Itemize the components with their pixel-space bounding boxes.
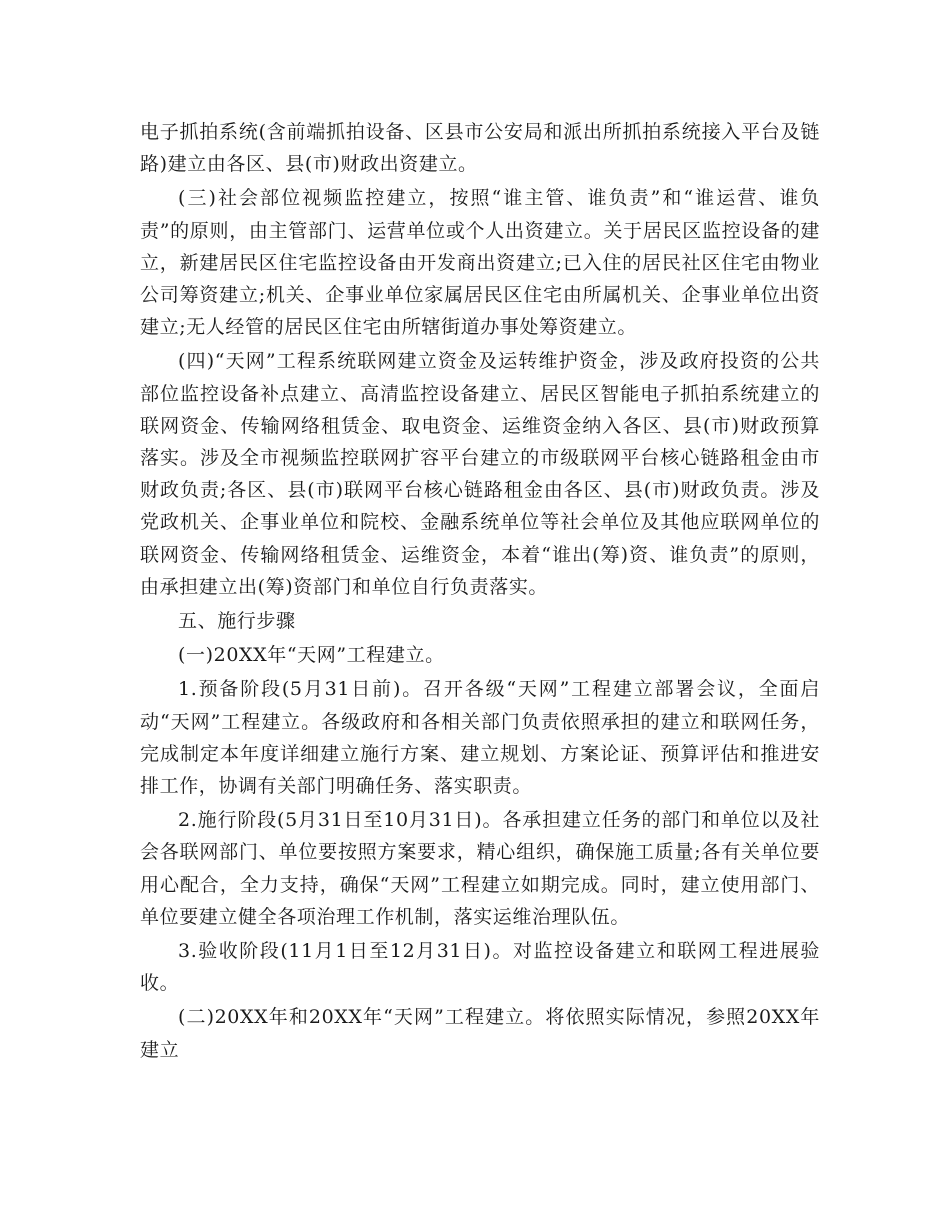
paragraph-continuation: 电子抓拍系统(含前端抓拍设备、区县市公安局和派出所抓拍系统接入平台及链路)建立由各区、县(市)财政出资建立。: [140, 121, 820, 176]
paragraph-following-years: (二)20XX年和20XX年“天网”工程建立。将依照实际情况，参照20XX年建立: [140, 1006, 820, 1061]
paragraph-network-funding: (四)“天网”工程系统联网建立资金及运转维护资金，涉及政府投资的公共部位监控设备补点建立、高清监控设备建立、居民区智能电子抓拍系统建立的联网资金、传输网络租赁金、取电资金、运维资金纳入各区、县(市)财政预算落实。涉及全市视频监控联网扩容平台建立的市级联网平台核心链路租金由市财政负责;各区、县(市)联网平台核心链路租金由各区、县(市)财政负责。涉及党政机关、企事业单位和院校、金融系统单位等社会单位及其他应联网单位的联网资金、传输网络租赁金、运维资金，本着“谁出(筹)资、谁负责”的原则，由承担建立出(筹)资部门和单位自行负责落实。: [140, 350, 820, 598]
paragraph-preparation-stage: 1.预备阶段(5月31日前)。召开各级“天网”工程建立部署会议，全面启动“天网”工程建立。各级政府和各相关部门负责依照承担的建立和联网任务，完成制定本年度详细建立施行方案、建立规划、方案论证、预算评估和推进安排工作，协调有关部门明确任务、落实职责。: [140, 678, 820, 798]
subheading-year-construction: (一)20XX年“天网”工程建立。: [178, 644, 445, 667]
section-heading-steps: 五、施行步骤: [178, 610, 296, 633]
paragraph-implementation-stage: 2.施行阶段(5月31日至10月31日)。各承担建立任务的部门和单位以及社会各联网部门、单位要按照方案要求，精心组织，确保施工质量;各有关单位要用心配合，全力支持，确保“天网”工程建立如期完成。同时，建立使用部门、单位要建立健全各项治理工作机制，落实运维治理队伍。: [140, 809, 820, 928]
paragraph-acceptance-stage: 3.验收阶段(11月1日至12月31日)。对监控设备建立和联网工程进展验收。: [140, 940, 820, 995]
paragraph-social-monitoring: (三)社会部位视频监控建立，按照“谁主管、谁负责”和“谁运营、谁负责”的原则，由主管部门、运营单位或个人出资建立。关于居民区监控设备的建立，新建居民区住宅监控设备由开发商出资建立;已入住的居民社区住宅由物业公司筹资建立;机关、企事业单位家属居民区住宅由所属机关、企事业单位出资建立;无人经管的居民区住宅由所辖街道办事处筹资建立。: [140, 187, 820, 339]
document-body: [140, 116, 820, 1066]
